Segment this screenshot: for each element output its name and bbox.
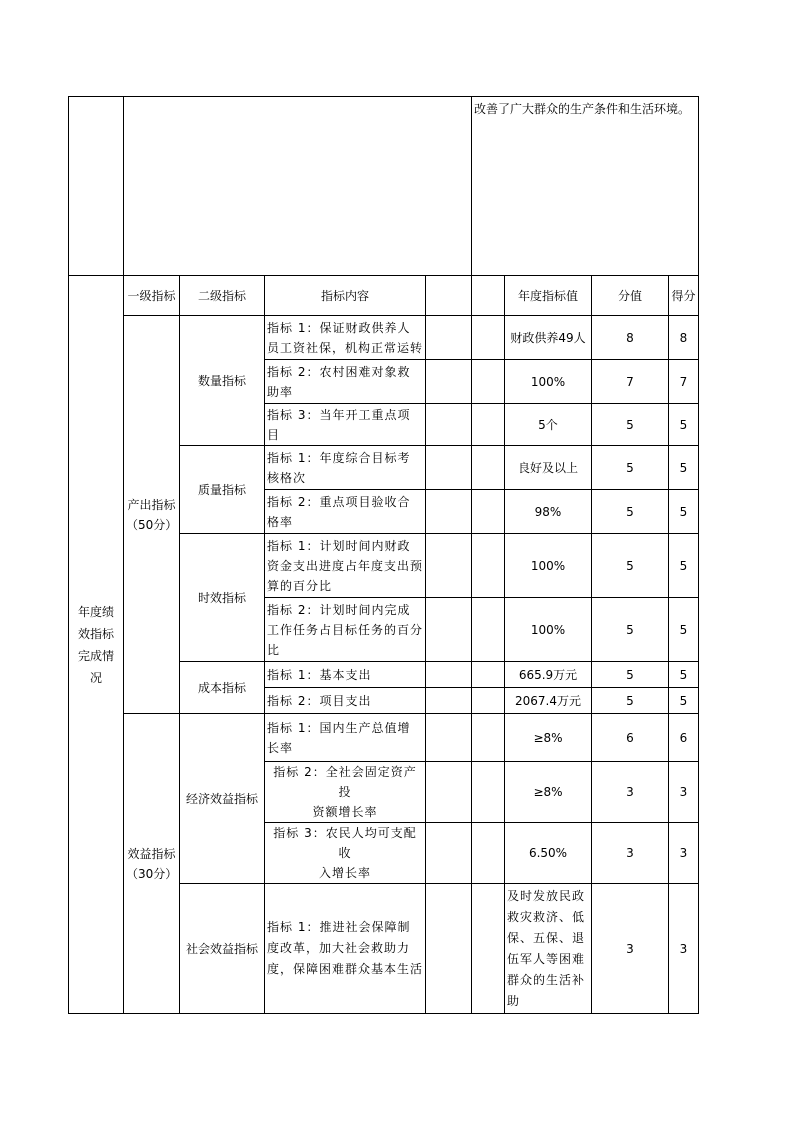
got-value: 7 bbox=[669, 360, 699, 404]
social-indicator: 社会效益指标 bbox=[180, 884, 265, 1014]
indicator-content: 指标 1：计划时间内财政资金支出进度占年度支出预算的百分比 bbox=[265, 534, 426, 598]
indicator-content: 指标 1：推进社会保障制度改革，加大社会救助力度，保障困难群众基本生活 bbox=[265, 884, 426, 1014]
annual-value: 及时发放民政救灾救济、低保、五保、退伍军人等困难群众的生活补助 bbox=[505, 884, 592, 1014]
section-label: 年度绩效指标完成情况 bbox=[69, 276, 124, 1014]
header-annual-value: 年度指标值 bbox=[505, 276, 592, 316]
score-value: 3 bbox=[592, 762, 669, 823]
indicator-content: 指标 2：全社会固定资产投 资额增长率 bbox=[265, 762, 426, 823]
top-middle-cell bbox=[124, 97, 472, 276]
score-value: 5 bbox=[592, 662, 669, 688]
performance-table bbox=[68, 96, 699, 1014]
output-indicator: 产出指标 （50分） bbox=[124, 316, 180, 714]
got-value: 5 bbox=[669, 446, 699, 490]
header-level2: 二级指标 bbox=[180, 276, 265, 316]
annual-value: ≥8% bbox=[505, 762, 592, 823]
indicator-content: 指标 1：年度综合目标考核格次 bbox=[265, 446, 426, 490]
got-value: 5 bbox=[669, 404, 699, 446]
score-value: 5 bbox=[592, 446, 669, 490]
score-value: 5 bbox=[592, 688, 669, 714]
cost-indicator: 成本指标 bbox=[180, 662, 265, 714]
top-row bbox=[69, 97, 699, 276]
indicator-content: 指标 2：项目支出 bbox=[265, 688, 426, 714]
annual-value: 100% bbox=[505, 534, 592, 598]
benefit-indicator: 效益指标 （30分） bbox=[124, 714, 180, 1014]
score-value: 5 bbox=[592, 598, 669, 662]
got-value: 3 bbox=[669, 884, 699, 1014]
got-value: 5 bbox=[669, 534, 699, 598]
got-value: 5 bbox=[669, 688, 699, 714]
got-value: 5 bbox=[669, 490, 699, 534]
score-value: 6 bbox=[592, 714, 669, 762]
indicator-content: 指标 3：当年开工重点项目 bbox=[265, 404, 426, 446]
got-value: 3 bbox=[669, 823, 699, 884]
got-value: 6 bbox=[669, 714, 699, 762]
timeliness-indicator: 时效指标 bbox=[180, 534, 265, 662]
score-value: 5 bbox=[592, 490, 669, 534]
quality-indicator: 质量指标 bbox=[180, 446, 265, 534]
header-row bbox=[69, 276, 699, 316]
annual-value: 100% bbox=[505, 598, 592, 662]
header-content: 指标内容 bbox=[265, 276, 426, 316]
annual-value: 98% bbox=[505, 490, 592, 534]
score-value: 7 bbox=[592, 360, 669, 404]
score-value: 5 bbox=[592, 534, 669, 598]
indicator-content: 指标 3：农民人均可支配收 入增长率 bbox=[265, 823, 426, 884]
got-value: 5 bbox=[669, 598, 699, 662]
annual-value: 良好及以上 bbox=[505, 446, 592, 490]
top-note: 改善了广大群众的生产条件和生活环境。 bbox=[472, 97, 699, 276]
got-value: 5 bbox=[669, 662, 699, 688]
annual-value: 5个 bbox=[505, 404, 592, 446]
annual-value: 2067.4万元 bbox=[505, 688, 592, 714]
indicator-content: 指标 2：农村困难对象救助率 bbox=[265, 360, 426, 404]
header-level1: 一级指标 bbox=[124, 276, 180, 316]
annual-value: 100% bbox=[505, 360, 592, 404]
indicator-content: 指标 1：基本支出 bbox=[265, 662, 426, 688]
annual-value: ≥8% bbox=[505, 714, 592, 762]
score-value: 3 bbox=[592, 884, 669, 1014]
indicator-content: 指标 2：计划时间内完成工作任务占目标任务的百分比 bbox=[265, 598, 426, 662]
annual-value: 665.9万元 bbox=[505, 662, 592, 688]
top-left-cell bbox=[69, 97, 124, 276]
header-got: 得分 bbox=[669, 276, 699, 316]
header-score: 分值 bbox=[592, 276, 669, 316]
score-value: 3 bbox=[592, 823, 669, 884]
indicator-content: 指标 2：重点项目验收合格率 bbox=[265, 490, 426, 534]
quantity-indicator: 数量指标 bbox=[180, 316, 265, 446]
table-row bbox=[69, 316, 699, 360]
got-value: 3 bbox=[669, 762, 699, 823]
annual-value: 6.50% bbox=[505, 823, 592, 884]
got-value: 8 bbox=[669, 316, 699, 360]
table-row bbox=[69, 714, 699, 762]
indicator-content: 指标 1：国内生产总值增长率 bbox=[265, 714, 426, 762]
score-value: 5 bbox=[592, 404, 669, 446]
annual-value: 财政供养49人 bbox=[505, 316, 592, 360]
economic-indicator: 经济效益指标 bbox=[180, 714, 265, 884]
score-value: 8 bbox=[592, 316, 669, 360]
indicator-content: 指标 1：保证财政供养人员工资社保，机构正常运转 bbox=[265, 316, 426, 360]
